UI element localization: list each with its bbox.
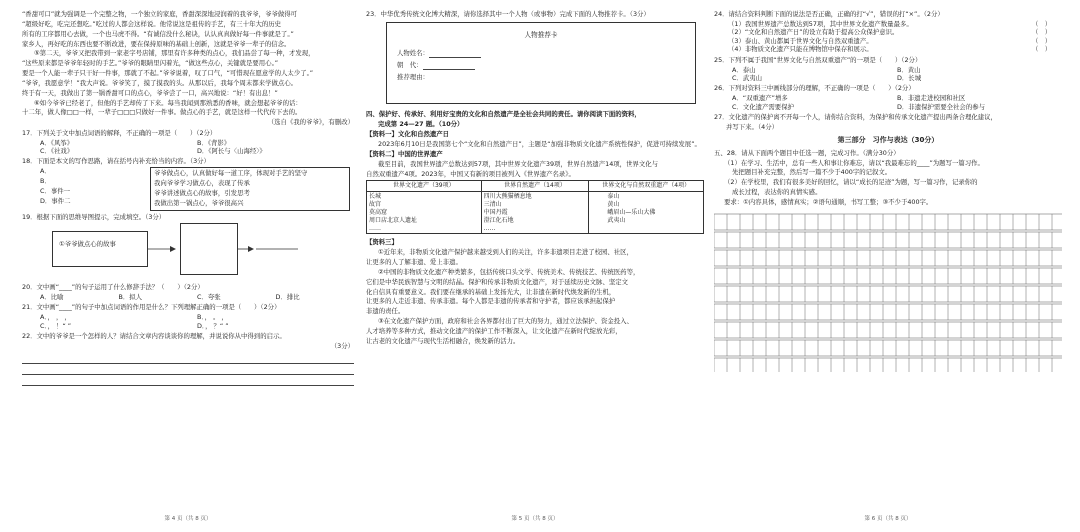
- card-title: 人物推荐卡: [524, 31, 558, 40]
- q19-arrow-2: [238, 223, 318, 279]
- q28-option-1-b: 先把题目补充完整，然后写一篇不少于400字的记叙文。: [732, 168, 892, 177]
- passage-line: 要是一个人能一辈子只干好一件事，那就了不起。”爷爷说着，叹了口气，“可惜现在愿意学的人太少了。”: [22, 69, 314, 78]
- q19-answer-box[interactable]: [180, 223, 238, 275]
- material-2-line: 截至目前，我国世界遗产总数达到57项，其中世界文化遗产39项，世界自然遗产14项，世界文化与: [378, 159, 659, 168]
- recommend-card: [386, 22, 696, 104]
- page-footer: 第 5 页（共 8 页）: [511, 515, 559, 522]
- q26-options: [714, 94, 1062, 111]
- page-footer: 第 4 页（共 8 页）: [164, 515, 212, 522]
- answer-line[interactable]: [22, 375, 354, 386]
- material-2-line: 自然双重遗产4项。2023年，中国又有新的项目被列入《世界遗产名录》。: [366, 169, 575, 178]
- option-b[interactable]: B．拟人: [118, 293, 143, 302]
- table-cell: 长城 故宫 莫高窟 周口店北京人遗址 ……: [367, 191, 482, 234]
- card-field-name: 人物姓名：: [397, 49, 507, 61]
- option-d[interactable]: D．《阿长与〈山海经〉》: [197, 147, 266, 156]
- reading-passage: [22, 10, 354, 127]
- table-header: 世界文化遗产（39项）: [367, 180, 482, 191]
- part-3-title: 第三部分 习作与表达（30分）: [837, 136, 939, 145]
- question-21: 21．文中画“____”的句子中加点词语的作用是什么？下列理解正确的一项是（ ）（2分）: [22, 303, 281, 312]
- material-3-line: ③在文化遗产保护方面，政府和社会各界都付出了巨大的努力，通过立法保护、资金投入、: [378, 317, 633, 326]
- option-a[interactable]: A．， ， ，: [40, 313, 71, 322]
- table-header: 世界文化与自然双重遗产（4项）: [589, 180, 704, 191]
- material-3-line: 它们是中华民族智慧与文明的结晶。保护和传承非物质文化遗产，对于延续历史文脉、坚定文: [366, 277, 629, 286]
- option-d[interactable]: D．排比: [275, 293, 300, 302]
- option-c[interactable]: C．武夷山: [732, 73, 763, 82]
- option-b[interactable]: B．《背影》: [197, 138, 231, 147]
- heritage-table: [366, 180, 704, 234]
- name-input-line[interactable]: [429, 52, 481, 58]
- page-6: [714, 10, 1062, 525]
- page-4: [22, 10, 354, 525]
- q18-right-box: [150, 167, 350, 211]
- passage-line: 十二年，做人像□□一样，一辈子□□□只做好一件事。做点心的手艺，就是这样一代代传下去的。: [22, 108, 302, 117]
- card-field-reason: 推荐理由：: [397, 73, 429, 82]
- q24-answer-bracket[interactable]: （ ）: [1032, 19, 1052, 28]
- table-cell: 泰山 黄山 峨眉山—乐山大佛 武夷山: [589, 191, 704, 234]
- q24-item: （3）泰山、黄山都属于世界文化与自然双重遗产。 （ ）: [728, 37, 1062, 45]
- q24-item: （1）我国世界遗产总数达到57项，其中世界文化遗产数量最多。 （ ）: [728, 20, 1062, 28]
- option-d[interactable]: D．非遗保护需要全社会的参与: [897, 102, 985, 111]
- passage-line: “超级好吃，吃完还想吃。”吃过的人都会这样说。他常说这是祖传的手艺，有三十年大的历史: [22, 19, 282, 28]
- passage-line: “香甜可口”就为强调是一个完整之物，一个独立的家庭，香甜深深地浸润着的我爷爷，爷爷做得可: [22, 10, 298, 18]
- question-23: 23．中华优秀传统文化博大精深，请你选择其中一个人物（或事物）完成下面的人物推荐卡。（3分）: [366, 10, 650, 18]
- q24-item: （2）“文化和自然遗产日”的设立有助于提高公众保护意识。 （ ）: [728, 28, 1062, 36]
- q19-start-text: ①爷爷做点心的故事: [59, 240, 116, 249]
- q18-structure: [22, 167, 354, 211]
- answer-line[interactable]: [22, 353, 354, 364]
- option-c[interactable]: C．《社戏》: [40, 147, 74, 156]
- q18-right-item: 我做出第一锅点心，爷爷很高兴: [154, 199, 244, 208]
- card-field-dynasty: 朝 代：: [397, 61, 507, 73]
- question-28: 五、28．请从下面两个题目中任选一题，完成习作。（满分30分）: [714, 148, 900, 157]
- passage-line: 家乡人，再好吃的东西也要不断改进，要在保持原味的基础上创新，这就是爷爷一辈子的信念。: [22, 39, 291, 48]
- option-c[interactable]: C．夸张: [197, 293, 221, 302]
- q20-options: [22, 293, 354, 301]
- option-d[interactable]: D．长城: [897, 73, 922, 82]
- table-row: [367, 191, 704, 234]
- q18-left-item: D．事件二: [40, 197, 71, 206]
- material-3-line: 让更多的人走近非遗、传承非遗。每个人都是非遗的传承者和守护者，都应该承担起保护: [366, 297, 616, 306]
- q19-start-box: [52, 231, 148, 267]
- passage-line: “爷爷，我愿意学！”我大声说。爷爷笑了，摸了摸我的头。从那以后，我每个周末都来学做点心。: [22, 78, 298, 87]
- dynasty-input-line[interactable]: [423, 64, 475, 70]
- question-20: 20．文中画“____”的句子运用了什么修辞手法？（ ）（2分）: [22, 283, 204, 292]
- section-4-heading-b: 完成第 24—27 题。（10分）: [378, 120, 464, 129]
- material-3-line: 让古老的文化遗产与现代生活相融合，焕发新的活力。: [366, 336, 520, 345]
- answer-line[interactable]: [22, 364, 354, 375]
- material-3-title: 【资料三】: [366, 238, 398, 247]
- writing-grid[interactable]: [714, 210, 1062, 372]
- q18-right-item: 爷爷做点心，认真做好每一道工序，体现对手艺的坚守: [154, 169, 308, 178]
- option-b[interactable]: B．黄山: [897, 65, 921, 74]
- passage-line: ⑤第二天，爷爷又把我带到一家老字号店铺，那里有许多种类的点心，我们品尝了每一种，才发现，: [34, 49, 315, 58]
- page-5: [366, 10, 704, 525]
- option-c[interactable]: C．文化遗产需要保护: [732, 102, 794, 111]
- q18-left-item: B．: [40, 177, 51, 186]
- option-d[interactable]: D．， ？“ ”: [197, 321, 229, 330]
- q18-left-item: C．事件一: [40, 187, 71, 196]
- q24-items: [714, 20, 1062, 54]
- q18-right-item: 爷爷讲述做点心的故事，引发思考: [154, 189, 250, 198]
- q17-options: [22, 139, 354, 156]
- option-a[interactable]: A．泰山: [732, 65, 756, 74]
- card-fields: [397, 49, 507, 85]
- option-b[interactable]: B．非遗走进校园和社区: [897, 94, 966, 103]
- passage-line: 所有的工序都用心去做，一个也马虎不得。“有诚信没什么秘诀，认认真真做好每一件事就是了。”: [22, 29, 294, 38]
- material-1-text: 2023年6月10日是我国第七个“文化和自然遗产日”，主题是“加强非物质文化遗产系统性保护，促进可持续发展”。: [378, 139, 701, 148]
- question-19: 19．根据下面的思维导图提示，完成填空。（3分）: [22, 213, 166, 222]
- question-18: 18．下面是本文的写作思路，请在括号内补充恰当的内容。（3分）: [22, 157, 210, 166]
- q28-option-2-b: 成长过程，表达你的真情实感。: [732, 188, 822, 197]
- question-27-b: 并写下来。（4分）: [726, 123, 778, 131]
- option-a[interactable]: A．《风筝》: [40, 138, 74, 147]
- table-header: 世界自然遗产（14项）: [481, 180, 589, 191]
- q18-left-list: [40, 167, 150, 211]
- q22-score: （3分）: [330, 342, 354, 351]
- q18-left-item: A．: [40, 167, 51, 176]
- option-a[interactable]: A．比喻: [40, 293, 64, 302]
- q18-right-item: 我向爷爷学习做点心，表现了传承: [154, 179, 250, 188]
- q24-answer-bracket[interactable]: （ ）: [1032, 28, 1052, 37]
- passage-line: 终于有一天，我做出了第一锅香甜可口的点心，爷爷尝了一口，高兴地说：“好！有出息！”: [22, 88, 278, 97]
- q24-answer-bracket[interactable]: （ ）: [1032, 36, 1052, 45]
- material-3-line: 非遗的责任。: [366, 307, 405, 316]
- table-cell: 四川大熊猫栖息地 三清山 中国丹霞 澄江化石地 ……: [481, 191, 589, 234]
- q19-diagram: [52, 223, 354, 279]
- material-3-line: ①近年来，非物质文化遗产保护越来越受到人们的关注，许多非遗项目走进了校园、社区，: [378, 248, 633, 257]
- question-22: 22．文中的爷爷是一个怎样的人？请结合文章内容谈谈你的理解，并说说你从中得到的启示。: [22, 332, 286, 341]
- q24-item: （4）非物质文化遗产只能在博物馆中保存和展示。 （ ）: [728, 45, 1062, 53]
- writing-grid-lines: [714, 210, 1062, 372]
- material-1-title: 【资料一】文化和自然遗产日: [366, 130, 450, 139]
- passage-line: ⑥如今爷爷已经老了，但他的手艺却传了下来。每当我闻到那熟悉的香味，就会想起爷爷的话：: [34, 98, 302, 107]
- material-3-line: 让更多的人了解非遗、爱上非遗。: [366, 258, 462, 267]
- option-b[interactable]: B．， 。 ，: [197, 313, 228, 322]
- q24-answer-bracket[interactable]: （ ）: [1032, 45, 1052, 54]
- q28-option-2: （2）在学校里，我们有很多美好的回忆，请以“成长的足迹”为题，写一篇习作，记录你的: [724, 178, 978, 187]
- q28-option-1: （1）在学习、生活中，总有一些人和事让你难忘，请以“我最难忘的____”为题写一篇习作。: [724, 158, 984, 167]
- material-3-line: 化自信具有重要意义。我们要在继承的基础上发扬光大，让非遗在新时代焕发新的生机，: [366, 287, 616, 296]
- option-c[interactable]: C．， ！“ ”: [40, 321, 72, 330]
- q21-options: [22, 313, 354, 330]
- passage-line: “这些原来都是爷爷年轻时的手艺。”爷爷的眼睛里闪着光，“做这些点心，关键就是要用心。”: [22, 59, 279, 68]
- material-2-title: 【资料二】中国的世界遗产: [366, 149, 443, 158]
- passage-source: （选自《我的爷爷》，有删改）: [267, 118, 354, 127]
- question-25: 25．下列不属于我国“世界文化与自然双重遗产”的一项是（ ）（2分）: [714, 55, 922, 64]
- question-24: 24．请结合资料判断下面的说法是否正确，正确的打“√”，错误的打“×”。（2分）: [714, 10, 944, 18]
- question-27: 27．文化遗产的保护离不开每一个人，请你结合资料，为保护和传承文化遗产提出两条合理化建议，: [714, 113, 997, 122]
- option-a[interactable]: A．“双重遗产”增多: [732, 94, 788, 103]
- table-header-row: [367, 180, 704, 191]
- material-3-line: 人才培养等多种方式，推动文化遗产的保护工作不断深入，让文化遗产在新时代绽放光彩，: [366, 327, 622, 335]
- section-4-heading: 四、保护好、传承好、利用好宝贵的文化和自然遗产是全社会共同的责任。请你阅读下面的资料，: [366, 110, 641, 119]
- page-footer: 第 6 页（共 8 页）: [864, 515, 912, 522]
- question-17: 17．下列关于文中加点词语的解释，不正确的一项是（ ）（2分）: [22, 128, 217, 137]
- question-26: 26．下列对资料三中画线部分的理解，不正确的一项是（ ）（2分）: [714, 84, 915, 93]
- material-3-line: ②中国的非物质文化遗产种类繁多，包括传统口头文学、传统美术、传统技艺、传统医药等，: [378, 267, 640, 276]
- q25-options: [714, 66, 1062, 83]
- q28-requirements: 要求：①内容具体，感情真实；②语句通顺，书写工整；③不少于400字。: [724, 197, 933, 206]
